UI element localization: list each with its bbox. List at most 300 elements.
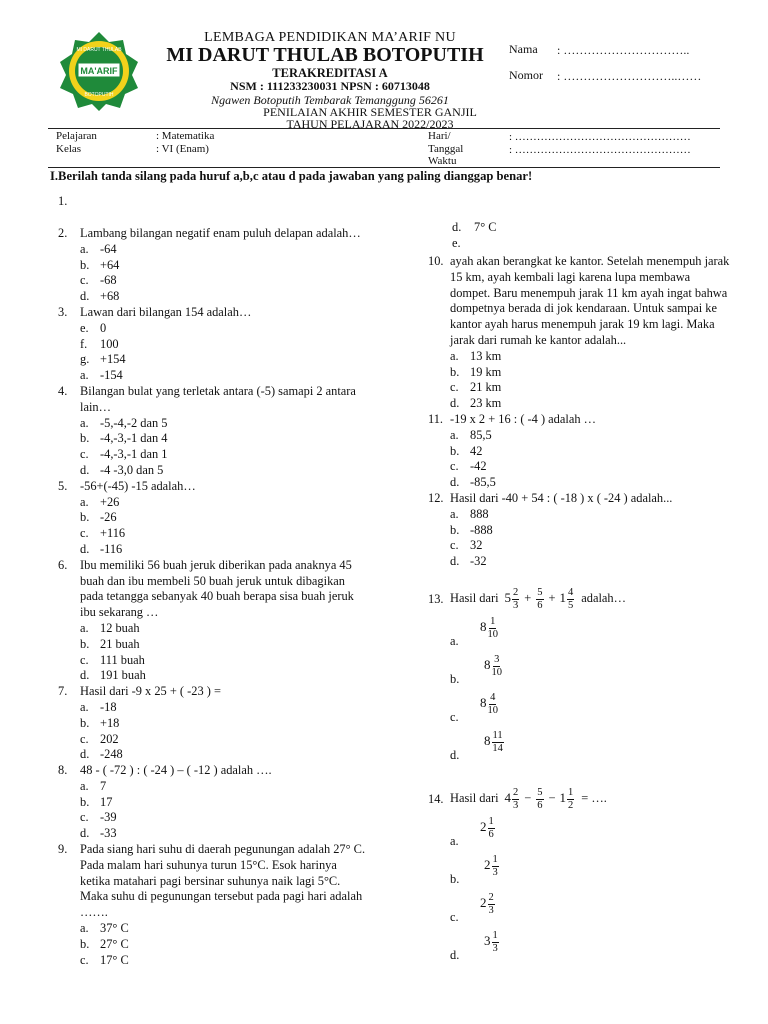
question-suffix: = …. <box>581 791 607 806</box>
option-value <box>480 616 499 641</box>
option-letter: f. <box>80 336 88 351</box>
answer-option[interactable] <box>58 416 370 432</box>
answer-option[interactable] <box>58 716 370 732</box>
option-text: -33 <box>100 826 117 841</box>
answer-option[interactable] <box>428 365 730 381</box>
mixed-fraction <box>504 786 521 811</box>
option-letter: c. <box>450 710 459 725</box>
mixed-fraction <box>484 654 503 678</box>
option-text: 17 <box>100 794 113 809</box>
option-value <box>484 930 500 955</box>
denominator: 3 <box>513 599 519 611</box>
question <box>428 784 730 814</box>
question-number: 2. <box>58 226 68 240</box>
logo-top-text: MI DARUT THULAB <box>76 47 122 53</box>
answer-option[interactable] <box>58 510 370 526</box>
whole-part: 2 <box>480 819 487 835</box>
answer-option[interactable] <box>58 779 370 795</box>
nomor-label: Nomor <box>509 68 543 82</box>
question <box>428 491 730 507</box>
mixed-fraction <box>480 616 499 640</box>
option-letter: c. <box>80 526 89 541</box>
denominator: 3 <box>492 943 498 954</box>
answer-option[interactable] <box>428 459 730 475</box>
answer-option[interactable] <box>58 747 370 763</box>
option-letter: c. <box>80 810 89 825</box>
option-letter: d. <box>80 462 90 477</box>
fraction <box>488 816 495 841</box>
option-text: 85,5 <box>470 427 492 442</box>
option-text: 191 buah <box>100 668 146 683</box>
tanggal-field[interactable]: : ………………………………………… <box>509 144 691 156</box>
answer-option[interactable] <box>58 337 370 353</box>
answer-option[interactable] <box>58 637 370 653</box>
accreditation: TERAKREDITASI A <box>272 66 388 80</box>
question <box>58 384 370 416</box>
operator: + <box>548 590 556 605</box>
school-name: MI DARUT THULAB BOTOPUTIH <box>166 44 484 66</box>
option-value <box>484 854 500 879</box>
question-number: 8. <box>58 763 68 778</box>
expression <box>505 787 576 812</box>
answer-option[interactable] <box>428 928 730 966</box>
option-letter: b. <box>80 257 90 272</box>
tanggal-label: Tanggal <box>428 143 464 155</box>
answer-option[interactable] <box>58 732 370 748</box>
question-number: 10. <box>428 254 444 268</box>
answer-option[interactable] <box>428 428 730 444</box>
whole-part: 3 <box>484 933 491 949</box>
answer-option[interactable] <box>58 495 370 511</box>
denominator: 5 <box>568 599 574 611</box>
option-text: 23 km <box>470 396 502 411</box>
mixed-fraction <box>484 854 500 878</box>
option-letter: d. <box>80 826 90 841</box>
answer-option[interactable] <box>428 652 730 690</box>
option-text: 888 <box>470 506 489 521</box>
question-text: -56+(-45) -15 adalah… <box>80 478 196 493</box>
option-letter: b. <box>80 794 90 809</box>
option-text: -4,-3,-1 dan 1 <box>100 447 168 462</box>
fraction <box>492 854 499 879</box>
option-letter: a. <box>450 427 459 442</box>
option-letter: b. <box>450 443 460 458</box>
option-letter: a. <box>80 368 89 383</box>
question <box>58 763 370 779</box>
option-text: -26 <box>100 510 117 525</box>
option-text: -85,5 <box>470 475 496 490</box>
answer-option[interactable] <box>428 690 730 728</box>
numerator: 4 <box>490 692 496 703</box>
option-letter: a. <box>450 348 459 363</box>
option-letter: d. <box>450 475 460 490</box>
question-number: 6. <box>58 557 68 572</box>
denominator: 10 <box>487 629 498 640</box>
option-letter: a. <box>450 834 459 849</box>
answer-option[interactable] <box>58 368 370 384</box>
mixed-fraction <box>559 586 576 611</box>
option-letter: b. <box>450 672 460 687</box>
option-letter: c. <box>450 910 459 925</box>
exam-year: TAHUN PELAJARAN 2022/2023 <box>286 117 454 131</box>
question-text: Hasil dari -9 x 25 + ( -23 ) = <box>80 684 221 699</box>
whole-part: 8 <box>484 657 491 673</box>
question-text: Lambang bilangan negatif enam puluh delapan adalah… <box>80 226 361 240</box>
option-text: +18 <box>100 715 120 730</box>
option-text: 19 km <box>470 364 502 379</box>
kelas-label: Kelas <box>56 143 82 155</box>
option-text: -64 <box>100 241 117 256</box>
whole-part: 1 <box>559 789 567 805</box>
option-letter: b. <box>80 510 90 525</box>
mixed-fraction <box>480 892 496 916</box>
fraction <box>488 692 499 717</box>
option-letter: d. <box>80 668 90 683</box>
left-column <box>58 194 370 968</box>
option-letter: a. <box>450 634 459 649</box>
answer-option[interactable] <box>428 507 730 523</box>
fraction <box>488 616 499 641</box>
whole-part: 8 <box>480 619 487 635</box>
question-prefix: Hasil dari <box>450 791 499 806</box>
answer-option[interactable] <box>58 352 370 368</box>
denominator: 3 <box>492 867 498 878</box>
option-letter: a. <box>450 506 459 521</box>
exam-title: PENILAIAN AKHIR SEMESTER GANJIL <box>263 105 477 119</box>
option-text: -248 <box>100 747 123 762</box>
option-letter: c. <box>450 380 459 395</box>
mixed-fraction <box>535 586 544 611</box>
nama-field[interactable]: : ………………………….. <box>557 43 690 57</box>
option-letter: e. <box>80 320 89 335</box>
option-text: -4,-3,-1 dan 4 <box>100 431 168 446</box>
numerator: 1 <box>492 854 498 865</box>
numerator: 2 <box>513 786 519 798</box>
fraction <box>536 787 543 812</box>
pelajaran-value: : Matematika <box>156 130 215 142</box>
fraction <box>567 587 574 612</box>
question-number: 1. <box>58 194 68 208</box>
denominator: 14 <box>492 743 503 754</box>
option-letter: a. <box>80 415 89 430</box>
option-value <box>484 730 505 755</box>
answer-option[interactable] <box>58 795 370 811</box>
answer-option[interactable] <box>428 852 730 890</box>
option-letter: d. <box>450 948 460 963</box>
option-letter: b. <box>80 715 90 730</box>
option-text: -18 <box>100 699 117 714</box>
option-text: 21 km <box>470 380 502 395</box>
right-questions <box>428 254 730 570</box>
option-value <box>480 816 496 841</box>
answer-option[interactable] <box>428 814 730 852</box>
numerator: 11 <box>492 730 503 741</box>
mixed-fraction <box>484 730 505 754</box>
option-letter: a. <box>80 241 89 256</box>
answer-option[interactable] <box>58 258 370 274</box>
option-value <box>480 892 496 917</box>
answer-option[interactable] <box>58 621 370 637</box>
answer-option[interactable] <box>428 538 730 554</box>
fraction <box>492 730 504 755</box>
answer-option[interactable] <box>428 396 730 412</box>
answer-option[interactable] <box>430 236 730 252</box>
option-text: -39 <box>100 810 117 825</box>
numerator: 3 <box>494 654 500 665</box>
question-text: Lawan dari bilangan 154 adalah… <box>80 304 252 319</box>
numerator: 1 <box>490 616 496 627</box>
option-text: -4 -3,0 dan 5 <box>100 462 164 477</box>
answer-option[interactable] <box>58 542 370 558</box>
question-suffix: adalah… <box>581 591 627 606</box>
answer-option[interactable] <box>428 614 730 652</box>
option-letter: b. <box>450 364 460 379</box>
answer-option[interactable] <box>428 349 730 365</box>
numerator: 1 <box>568 786 574 798</box>
numerator: 1 <box>492 930 498 941</box>
option-letter: c. <box>450 459 459 474</box>
mixed-fraction <box>480 816 496 840</box>
question <box>428 412 730 428</box>
operator: − <box>524 790 532 805</box>
q9-continued-options <box>430 220 730 252</box>
option-letter: b. <box>80 936 90 951</box>
numerator: 2 <box>513 586 519 598</box>
option-text: -42 <box>470 459 487 474</box>
option-text: 202 <box>100 731 119 746</box>
option-text: -5,-4,-2 dan 5 <box>100 415 168 430</box>
operator: − <box>548 790 556 805</box>
denominator: 2 <box>568 799 574 811</box>
whole-part: 2 <box>480 895 487 911</box>
fraction <box>492 654 503 679</box>
option-text: +154 <box>100 352 126 367</box>
logo-bottom-text: BOTOPUTIH <box>84 92 114 98</box>
answer-option[interactable] <box>58 242 370 258</box>
mixed-fraction <box>504 586 521 611</box>
answer-option[interactable] <box>58 273 370 289</box>
question <box>58 305 370 321</box>
expression <box>505 587 576 612</box>
option-text: +26 <box>100 494 120 509</box>
option-letter: d. <box>80 747 90 762</box>
option-letter: d. <box>450 554 460 569</box>
answer-option[interactable] <box>58 826 370 842</box>
answer-option[interactable] <box>428 475 730 491</box>
option-letter: c. <box>450 538 459 553</box>
nomor-field[interactable]: : ………………………..…… <box>557 69 702 83</box>
question-prefix: Hasil dari <box>450 591 499 606</box>
fraction <box>492 930 499 955</box>
answer-option[interactable] <box>58 953 370 969</box>
numerator: 1 <box>488 816 494 827</box>
whole-part: 1 <box>559 589 567 605</box>
option-letter: c. <box>80 731 89 746</box>
answer-option[interactable] <box>430 220 730 236</box>
denominator: 10 <box>491 667 502 678</box>
option-text: -888 <box>470 522 493 537</box>
option-letter: c. <box>80 447 89 462</box>
option-text: 12 buah <box>100 620 140 635</box>
pelajaran-label: Pelajaran <box>56 130 97 142</box>
answer-option[interactable] <box>58 431 370 447</box>
answer-option[interactable] <box>58 447 370 463</box>
fraction <box>512 587 519 612</box>
answer-option[interactable] <box>428 554 730 570</box>
option-letter: d. <box>80 541 90 556</box>
nsm-npsn: NSM : 111233230031 NPSN : 60713048 <box>230 79 430 93</box>
question-number: 11. <box>428 411 444 426</box>
denominator: 10 <box>487 705 498 716</box>
answer-option[interactable] <box>58 921 370 937</box>
answer-option[interactable] <box>58 289 370 305</box>
option-letter: a. <box>80 699 89 714</box>
question-number: 4. <box>58 383 68 398</box>
option-text: -116 <box>100 541 123 556</box>
option-text: 17° C <box>100 952 129 967</box>
option-text: 0 <box>100 320 107 335</box>
numerator: 5 <box>537 786 543 798</box>
q14-block <box>428 784 730 966</box>
question <box>58 226 370 242</box>
fraction <box>567 787 574 812</box>
fraction <box>512 787 519 812</box>
question-text: Ibu memiliki 56 buah jeruk diberikan pada anaknya 45 buah dan ibu membeli 50 buah jeruk untuk dibagikan pada tetangga sebanyak 40 buah berapa sisa buah jeruk ibu sekarang … <box>80 557 354 620</box>
option-text: 7° C <box>474 220 497 234</box>
whole-part: 8 <box>484 733 491 749</box>
school-logo <box>58 30 140 112</box>
option-text: -68 <box>100 273 117 288</box>
nama-label: Nama <box>509 42 538 56</box>
instruction: I.Berilah tanda silang pada huruf a,b,c atau d pada jawaban yang paling dianggap benar! <box>50 169 533 183</box>
question <box>58 479 370 495</box>
option-text: 42 <box>470 443 483 458</box>
fraction <box>536 587 543 612</box>
answer-option[interactable] <box>58 653 370 669</box>
answer-option[interactable] <box>428 890 730 928</box>
answer-option[interactable] <box>58 321 370 337</box>
denominator: 6 <box>537 799 543 811</box>
option-letter: b. <box>80 636 90 651</box>
answer-option[interactable] <box>428 380 730 396</box>
option-text: 7 <box>100 778 107 793</box>
option-text: +68 <box>100 289 120 304</box>
option-text: +116 <box>100 526 126 541</box>
question-text: ayah akan berangkat ke kantor. Setelah menempuh jarak 15 km, ayah kembali lagi karena lupa membawa dompet. Baru menempuh jarak 11 km ayah ingat bahwa dompetnya berada di jok kendaraan. Untuk sampai ke kantor ayah harus menempuh jarak 19 km lagi. Maka jarak dari rumah ke kantor adalah... <box>450 254 730 347</box>
option-letter: c. <box>80 652 89 667</box>
denominator: 6 <box>488 829 494 840</box>
question-text: Bilangan bulat yang terletak antara (-5) samapi 2 antara lain… <box>80 383 356 414</box>
whole-part: 4 <box>504 789 512 805</box>
option-text: 32 <box>470 538 483 553</box>
logo-center-text: MA'ARIF <box>80 66 118 76</box>
question-number: 13. <box>428 592 444 606</box>
answer-option[interactable] <box>428 523 730 539</box>
question-number: 12. <box>428 490 444 505</box>
answer-option[interactable] <box>58 700 370 716</box>
question <box>58 684 370 700</box>
option-text: -32 <box>470 554 487 569</box>
option-letter: d. <box>450 396 460 411</box>
waktu-label: Waktu <box>428 155 457 167</box>
mixed-fraction <box>480 692 499 716</box>
option-letter: g. <box>80 352 90 367</box>
option-letter: d. <box>80 289 90 304</box>
option-letter: a. <box>80 620 89 635</box>
option-letter: a. <box>80 921 89 936</box>
option-text: 21 buah <box>100 636 140 651</box>
question-text: Hasil dari -40 + 54 : ( -18 ) x ( -24 ) adalah... <box>450 490 673 505</box>
question-number: 5. <box>58 478 68 493</box>
option-letter: b. <box>450 872 460 887</box>
fraction <box>488 892 495 917</box>
option-text: +64 <box>100 257 120 272</box>
mixed-fraction <box>535 786 544 811</box>
question-number: 3. <box>58 304 68 319</box>
option-text: 37° C <box>100 921 129 936</box>
question <box>58 194 370 226</box>
option-text: -154 <box>100 368 123 383</box>
denominator: 3 <box>488 905 494 916</box>
numerator: 2 <box>488 892 494 903</box>
mixed-fraction <box>559 786 576 811</box>
kelas-value: : VI (Enam) <box>156 143 209 155</box>
answer-option[interactable] <box>58 937 370 953</box>
option-text: 111 buah <box>100 652 145 667</box>
answer-option[interactable] <box>58 668 370 684</box>
denominator: 3 <box>513 799 519 811</box>
option-text: 27° C <box>100 936 129 951</box>
question-number: 7. <box>58 684 68 699</box>
answer-option[interactable] <box>428 444 730 460</box>
answer-option[interactable] <box>428 728 730 766</box>
mixed-fraction <box>484 930 500 954</box>
school-address: Ngawen Botoputih Tembarak Temanggung 56261 <box>211 93 449 107</box>
denominator: 6 <box>537 599 543 611</box>
question-text: 48 - ( -72 ) : ( -24 ) – ( -12 ) adalah …. <box>80 763 272 778</box>
option-letter: a. <box>80 778 89 793</box>
operator: + <box>524 590 532 605</box>
option-letter: d. <box>452 220 462 234</box>
hari-label: Hari/ <box>428 130 451 142</box>
question <box>428 584 730 614</box>
whole-part: 5 <box>504 589 512 605</box>
hari-field[interactable]: : ………………………………………… <box>509 131 691 143</box>
institution-name: LEMBAGA PENDIDIKAN MA’ARIF NU <box>204 30 456 45</box>
option-text: 13 km <box>470 348 502 363</box>
option-letter: d. <box>450 748 460 763</box>
question <box>58 558 370 621</box>
question-number: 14. <box>428 792 444 806</box>
option-letter: e. <box>452 236 461 250</box>
info-divider <box>48 167 720 168</box>
answer-option[interactable] <box>58 526 370 542</box>
question-number: 9. <box>58 842 68 857</box>
whole-part: 8 <box>480 695 487 711</box>
numerator: 4 <box>568 586 574 598</box>
numerator: 5 <box>537 586 543 598</box>
option-value <box>480 692 499 717</box>
question-text: Pada siang hari suhu di daerah pegunungan adalah 27° C. Pada malam hari suhunya turun 15°C. Esok harinya ketika matahari pagi bersinar suhunya naik lagi 5°C. Maka suhu di pegunungan tersebut pada pagi hari adalah ……. <box>80 842 366 920</box>
option-text: 100 <box>100 336 119 351</box>
option-letter: b. <box>80 431 90 446</box>
option-letter: c. <box>80 273 89 288</box>
option-value <box>484 654 503 679</box>
question-text: -19 x 2 + 16 : ( -4 ) adalah … <box>450 411 597 426</box>
answer-option[interactable] <box>58 463 370 479</box>
option-letter: a. <box>80 494 89 509</box>
answer-option[interactable] <box>58 810 370 826</box>
